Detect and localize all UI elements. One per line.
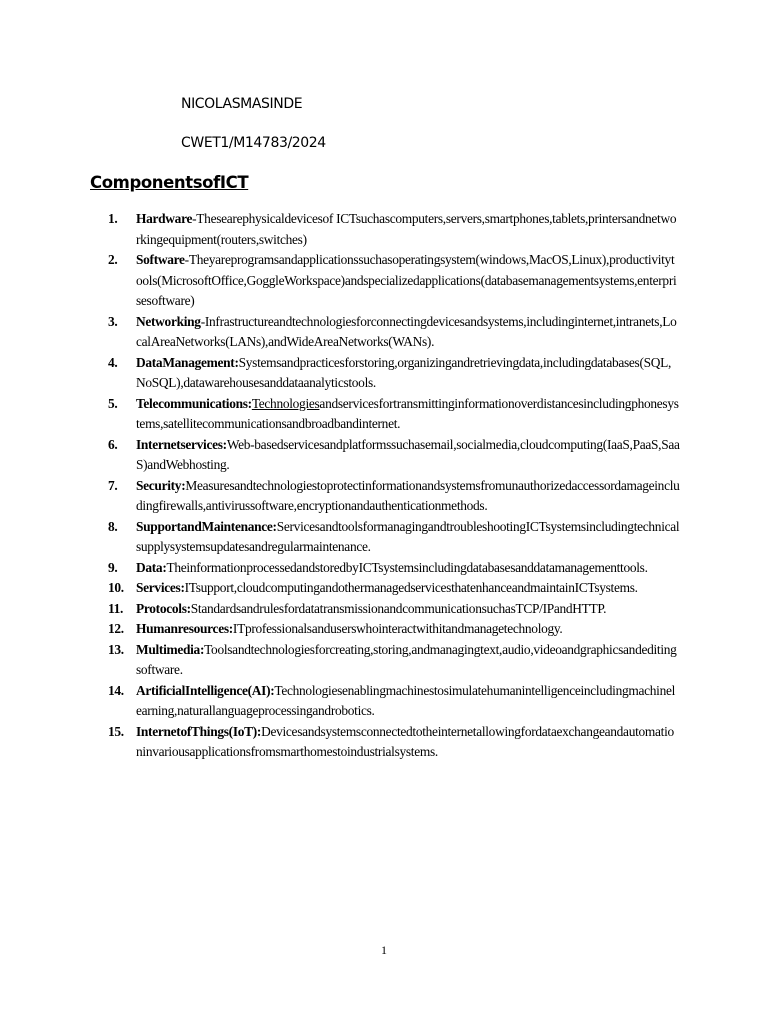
list-item-title: Humanresources:: [136, 621, 233, 636]
registration-number: CWET1/M14783/2024: [181, 135, 326, 151]
list-item: [108, 558, 680, 579]
list-item-separator: -: [192, 211, 197, 226]
list-item: [108, 394, 680, 435]
list-item-body: [136, 353, 680, 394]
list-item-description: Devicesandsystemsconnectedtotheinternetallowingfordataexchangeandautomationinvariousapplicationsfromsmarthomestoindustrialsystems.: [136, 723, 674, 759]
list-item: [108, 640, 680, 681]
list-item: [108, 722, 680, 763]
list-item: [108, 250, 680, 312]
list-item: [108, 619, 680, 640]
list-item-number: 7.: [108, 477, 118, 493]
list-item-number: 12.: [108, 621, 124, 636]
list-item-number: 2.: [108, 252, 118, 267]
list-item-description: Thesearephysicaldevicesof ICTsuchascomputers,servers,smartphones,tablets,printersandnetworkingequipment(routers,switches): [136, 211, 677, 247]
list-item-body: [136, 578, 680, 599]
list-item-number: 6.: [108, 436, 118, 452]
list-item-number: 3.: [108, 313, 118, 329]
list-item-body: [136, 619, 680, 640]
list-item-body: [136, 517, 680, 558]
list-item-title: InternetofThings(IoT):: [136, 723, 262, 739]
list-item-title: Services:: [136, 580, 185, 595]
list-item-description: Systemsandpracticesforstoring,organizingandretrievingdata,includingdatabases(SQL,NoSQL),datawarehousesanddataanalyticstools.: [136, 354, 672, 390]
list-item-number: 1.: [108, 211, 118, 226]
list-item: [108, 353, 680, 394]
list-item-separator: -: [184, 252, 189, 267]
list-item-body: [136, 394, 680, 435]
list-item: [108, 312, 680, 353]
list-item-body: [136, 435, 680, 476]
list-item-body: [136, 250, 680, 312]
list-item-number: 9.: [108, 559, 118, 575]
list-item: [108, 209, 680, 250]
list-item-description: Technologiesenablingmachinestosimulatehumanintelligenceincludingmachinelearning,naturallanguageprocessingandrobotics.: [136, 682, 676, 718]
list-item: [108, 681, 680, 722]
list-item-description: StandardsandrulesfordatatransmissionandcommunicationsuchasTCP/IPandHTTP.: [190, 600, 607, 616]
list-item-number: 5.: [108, 395, 118, 411]
list-item: [108, 517, 680, 558]
list-item-title: Data:: [136, 559, 167, 575]
list-item-number: 15.: [108, 723, 124, 739]
author-name: NICOLASMASINDE: [181, 96, 303, 112]
list-item-number: 8.: [108, 518, 118, 534]
list-item-body: [136, 681, 680, 722]
list-item-number: 11.: [108, 600, 124, 616]
list-item-title: Networking: [136, 313, 201, 329]
list-item-title: Security:: [136, 477, 186, 493]
list-item-description: ServicesandtoolsformanagingandtroubleshootingICTsystemsincludingtechnicalsupplysystemsupdatesandregularmaintenance.: [136, 518, 680, 554]
list-item-link[interactable]: Technologies: [251, 395, 320, 411]
list-item-body: [136, 640, 680, 681]
list-item: [108, 578, 680, 599]
list-item-body: [136, 558, 680, 579]
list-item-description: TheinformationprocessedandstoredbyICTsystemsincludingdatabasesanddatamanagementtools.: [166, 559, 648, 575]
list-item-title: Software: [136, 252, 185, 267]
list-item-separator: -: [200, 313, 205, 329]
list-item-title: Hardware: [136, 211, 193, 226]
list-item: [108, 435, 680, 476]
page-number: 1: [381, 943, 387, 957]
list-item-number: 13.: [108, 641, 124, 657]
list-item-body: [136, 476, 680, 517]
list-item-body: [136, 312, 680, 353]
list-item-body: [136, 722, 680, 763]
list-item-title: SupportandMaintenance:: [136, 518, 277, 534]
list-item-description: Measuresandtechnologiestoprotectinformationandsystemsfromunauthorizedaccessordamageincludingfirewalls,antivirussoftware,encryptionandauthenticationmethods.: [136, 477, 680, 513]
list-item-title: DataManagement:: [136, 354, 239, 370]
list-item-number: 10.: [108, 580, 124, 595]
list-item-description: andservicesfortransmittinginformationoverdistancesincludingphonesystems,satellitecommunicationsandbroadbandinternet.: [136, 395, 679, 431]
list-item-description: Toolsandtechnologiesforcreating,storing,andmanagingtext,audio,videoandgraphicsandeditingsoftware.: [136, 641, 677, 677]
list-item-body: [136, 209, 680, 250]
list-item-title: Protocols:: [136, 600, 191, 616]
list-item-description: Infrastructureandtechnologiesforconnectingdevicesandsystems,includinginternet,intranets,LocalAreaNetworks(LANs),andWideAreaNetworks(WANs).: [136, 313, 677, 349]
list-item-body: [136, 599, 680, 620]
list-item-title: ArtificialIntelligence(AI):: [136, 682, 275, 698]
list-item: [108, 476, 680, 517]
list-item-description: ITsupport,cloudcomputingandothermanagedservicesthatenhanceandmaintainICTsystems.: [184, 580, 638, 595]
list-item-title: Multimedia:: [136, 641, 205, 657]
list-item: [108, 599, 680, 620]
components-list: [108, 209, 680, 763]
list-item-number: 14.: [108, 682, 124, 698]
list-item-number: 4.: [108, 354, 118, 370]
section-heading: ComponentsofICT: [90, 173, 249, 192]
list-item-title: Telecommunications:: [136, 395, 252, 411]
list-item-description: Web-basedservicesandplatformssuchasemail,socialmedia,cloudcomputing(IaaS,PaaS,SaaS)andWebhosting.: [136, 436, 680, 472]
list-item-title: Internetservices:: [136, 436, 227, 452]
list-item-description: Theyareprogramsandapplicationssuchasoperatingsystem(windows,MacOS,Linux),productivitytools(MicrosoftOffice,GoggleWorkspace)andspecializedapplications(databasemanagementsystems,enterprisesoftware): [136, 252, 677, 308]
list-item-description: ITprofessionalsanduserswhointeractwithitandmanagetechnology.: [232, 621, 563, 636]
